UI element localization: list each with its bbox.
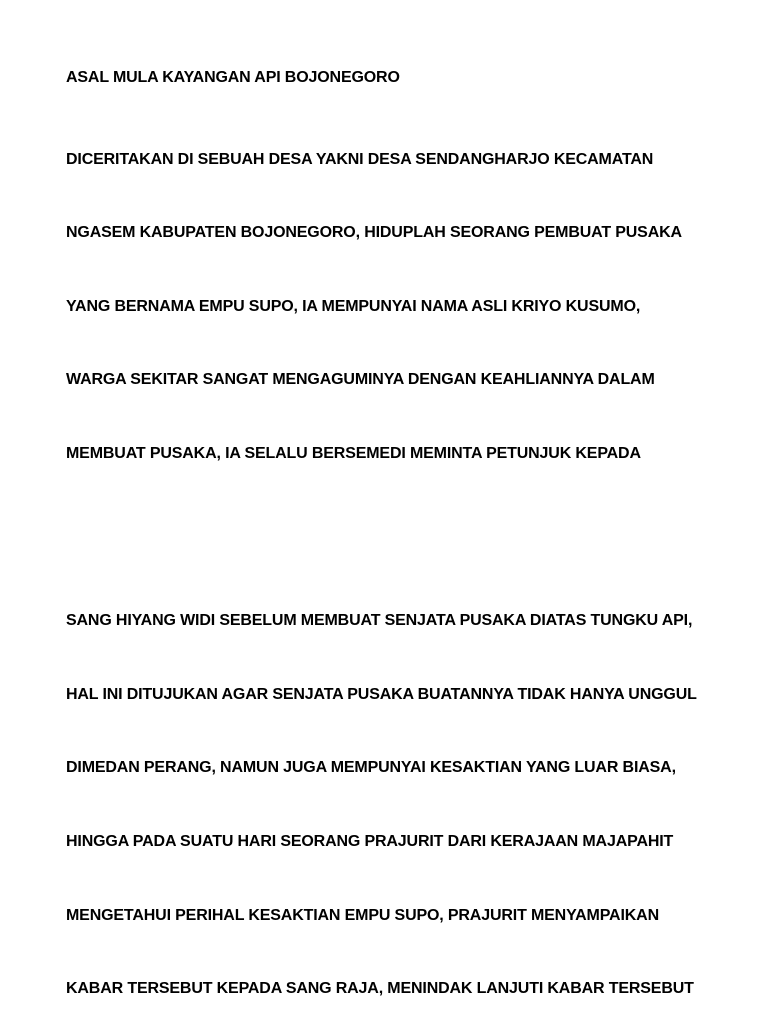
text-line: KABAR TERSEBUT KEPADA SANG RAJA, MENINDAK LANJUTI KABAR TERSEBUT	[66, 980, 694, 997]
text-line: WARGA SEKITAR SANGAT MENGAGUMINYA DENGAN KEAHLIANNYA DALAM	[66, 371, 655, 388]
text-line: MENGETAHUI PERIHAL KESAKTIAN EMPU SUPO, PRAJURIT MENYAMPAIKAN	[66, 907, 659, 924]
text-line: YANG BERNAMA EMPU SUPO, IA MEMPUNYAI NAMA ASLI KRIYO KUSUMO,	[66, 298, 641, 315]
text-line: DIMEDAN PERANG, NAMUN JUGA MEMPUNYAI KESAKTIAN YANG LUAR BIASA,	[66, 759, 676, 776]
text-line: HINGGA PADA SUATU HARI SEORANG PRAJURIT DARI KERAJAAN MAJAPAHIT	[66, 833, 674, 850]
text-line: DICERITAKAN DI SEBUAH DESA YAKNI DESA SENDANGHARJO KECAMATAN	[66, 151, 654, 168]
text-line: NGASEM KABUPATEN BOJONEGORO, HIDUPLAH SEORANG PEMBUAT PUSAKA	[66, 224, 682, 241]
text-line: HAL INI DITUJUKAN AGAR SENJATA PUSAKA BUATANNYA TIDAK HANYA UNGGUL	[66, 686, 697, 703]
text-line: SANG HIYANG WIDI SEBELUM MEMBUAT SENJATA PUSAKA DIATAS TUNGKU API,	[66, 612, 693, 629]
text-line: MEMBUAT PUSAKA, IA SELALU BERSEMEDI MEMINTA PETUNJUK KEPADA	[66, 445, 641, 462]
document-title: ASAL MULA KAYANGAN API BOJONEGORO	[66, 69, 400, 86]
